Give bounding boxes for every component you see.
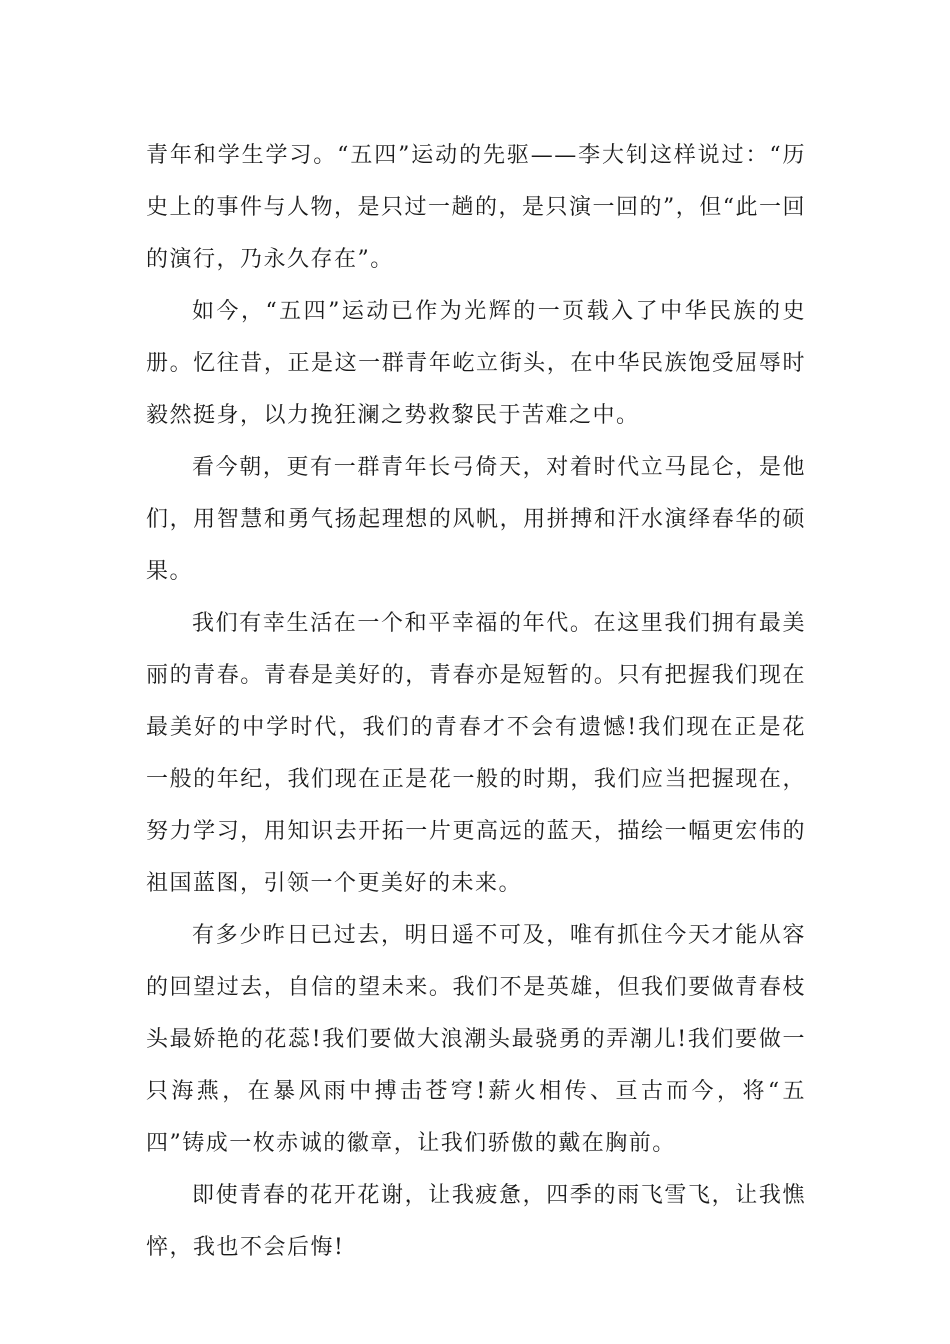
paragraph-1: 青年和学生学习。“五四”运动的先驱——李大钊这样说过：“历史上的事件与人物，是只过一趟的，是只演一回的”，但“此一回的演行，乃永久存在”。 — [146, 143, 806, 272]
paragraph-2: 如今，“五四”运动已作为光辉的一页载入了中华民族的史册。忆往昔，正是这一群青年屹立街头，在中华民族饱受屈辱时毅然挺身，以力挽狂澜之势救黎民于苦难之中。 — [146, 299, 806, 428]
paragraph-5: 有多少昨日已过去，明日遥不可及，唯有抓住今天才能从容的回望过去，自信的望未来。我们不是英雄，但我们要做青春枝头最娇艳的花蕊!我们要做大浪潮头最骁勇的弄潮儿!我们要做一只海燕，在暴风雨中搏击苍穹!薪火相传、亘古而今，将“五四”铸成一枚赤诚的徽章，让我们骄傲的戴在胸前。 — [146, 923, 806, 1156]
paragraph-4: 我们有幸生活在一个和平幸福的年代。在这里我们拥有最美丽的青春。青春是美好的，青春亦是短暂的。只有把握我们现在最美好的中学时代，我们的青春才不会有遗憾!我们现在正是花一般的年纪，我们现在正是花一般的时期，我们应当把握现在，努力学习，用知识去开拓一片更高远的蓝天，描绘一幅更宏伟的祖国蓝图，引领一个更美好的未来。 — [146, 611, 806, 896]
document-body — [146, 130, 806, 1274]
paragraph-3: 看今朝，更有一群青年长弓倚天，对着时代立马昆仑，是他们，用智慧和勇气扬起理想的风帆，用拼搏和汗水演绎春华的硕果。 — [146, 455, 806, 584]
paragraph-6: 即使青春的花开花谢，让我疲惫，四季的雨飞雪飞，让我憔悴，我也不会后悔! — [146, 1183, 806, 1260]
